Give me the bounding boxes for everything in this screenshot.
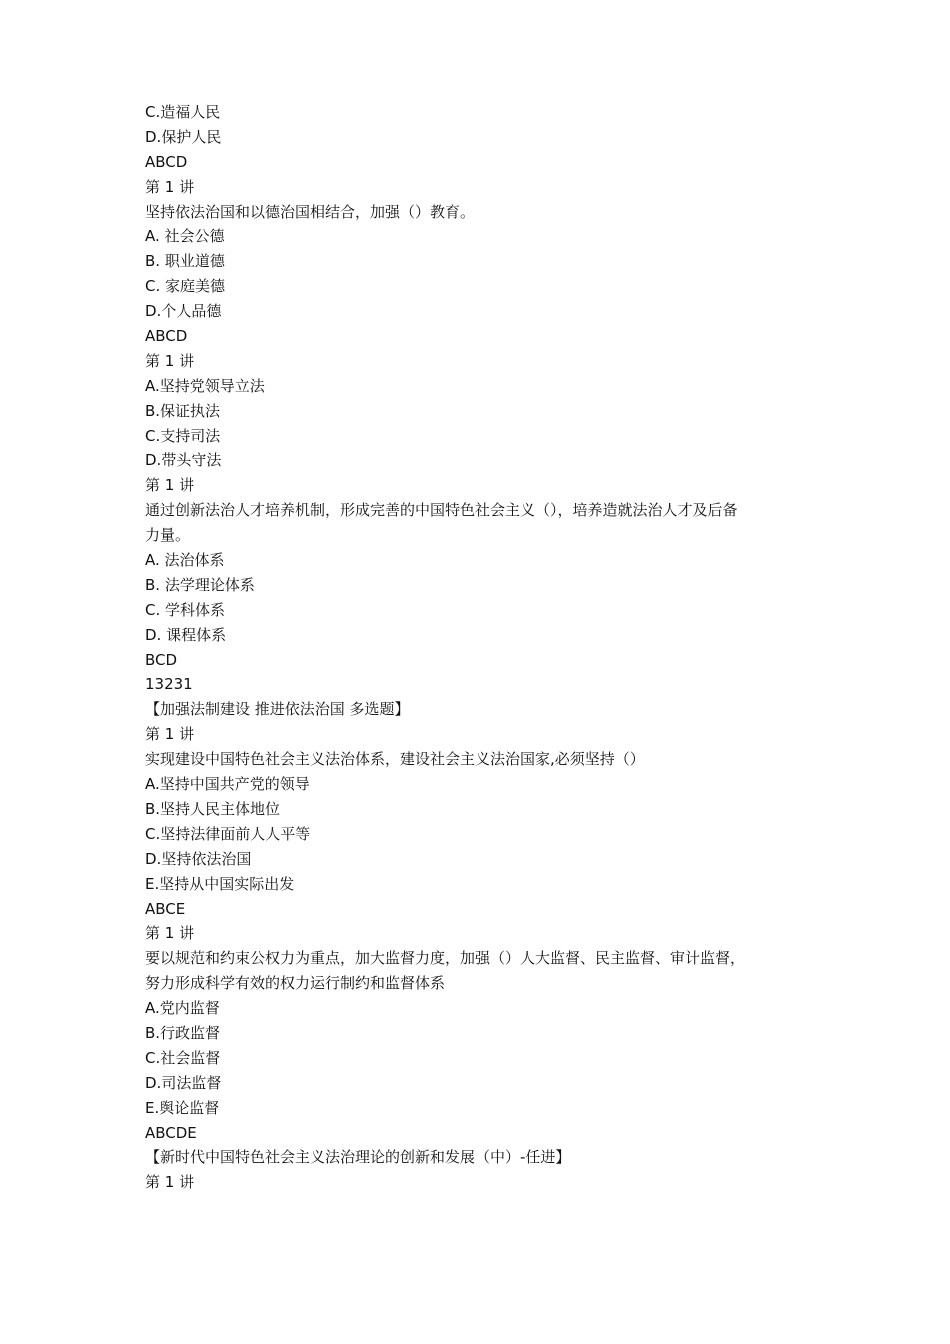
option-line: E.坚持从中国实际出发 <box>145 874 295 893</box>
question-text: 坚持依法治国和以德治国相结合，加强（）教育。 <box>145 202 476 221</box>
option-line: D.坚持依法治国 <box>145 849 252 868</box>
document-body <box>145 100 815 1195</box>
option-line: A.坚持中国共产党的领导 <box>145 775 310 794</box>
option-line: C.支持司法 <box>145 426 221 445</box>
text-line: D.保护人民 <box>145 127 222 146</box>
lecture-label: 第 1 讲 <box>145 476 195 495</box>
text-line: C.造福人民 <box>145 103 221 121</box>
option-line: C.坚持法律面前人人平等 <box>145 824 311 843</box>
lecture-label: 第 1 讲 <box>145 1173 195 1192</box>
option-line: A.坚持党领导立法 <box>145 376 265 395</box>
section-heading: 【加强法制建设 推进依法治国 多选题】 <box>145 700 410 719</box>
option-line: B.保证执法 <box>145 401 221 420</box>
option-line: B.坚持人民主体地位 <box>145 799 281 818</box>
option-line: B. 法学理论体系 <box>145 575 255 594</box>
option-line: D.带头守法 <box>145 451 222 470</box>
answer-line: BCD <box>145 650 178 669</box>
option-line: A. 社会公德 <box>145 227 225 246</box>
question-text: 要以规范和约束公权力为重点，加大监督力度，加强（）人大监督、民主监督、审计监督， <box>145 949 746 968</box>
option-line: B. 职业道德 <box>145 252 225 271</box>
question-text: 努力形成科学有效的权力运行制约和监督体系 <box>145 974 446 993</box>
question-text: 通过创新法治人才培养机制，形成完善的中国特色社会主义（），培养造就法治人才及后备 <box>145 501 738 520</box>
lecture-label: 第 1 讲 <box>145 351 195 370</box>
answer-line: ABCDE <box>145 1123 197 1142</box>
option-line: C. 学科体系 <box>145 600 226 619</box>
option-line: A. 法治体系 <box>145 551 225 570</box>
option-line: A.党内监督 <box>145 999 220 1018</box>
option-line: E.舆论监督 <box>145 1098 220 1117</box>
answer-line: ABCE <box>145 899 186 918</box>
answer-line: ABCD <box>145 152 188 171</box>
option-line: D.司法监督 <box>145 1073 222 1092</box>
section-heading: 【新时代中国特色社会主义法治理论的创新和发展（中）-任进】 <box>145 1148 571 1167</box>
answer-line: ABCD <box>145 327 188 346</box>
lecture-label: 第 1 讲 <box>145 924 195 943</box>
question-text: 实现建设中国特色社会主义法治体系，建设社会主义法治国家,必须坚持（） <box>145 750 645 769</box>
lecture-label: 第 1 讲 <box>145 177 195 196</box>
option-line: C. 家庭美德 <box>145 277 226 296</box>
text-line: 13231 <box>145 675 193 694</box>
question-text: 力量。 <box>145 526 191 545</box>
option-line: D. 课程体系 <box>145 625 227 644</box>
option-line: B.行政监督 <box>145 1023 221 1042</box>
option-line: D.个人品德 <box>145 302 222 321</box>
lecture-label: 第 1 讲 <box>145 725 195 744</box>
option-line: C.社会监督 <box>145 1048 221 1067</box>
